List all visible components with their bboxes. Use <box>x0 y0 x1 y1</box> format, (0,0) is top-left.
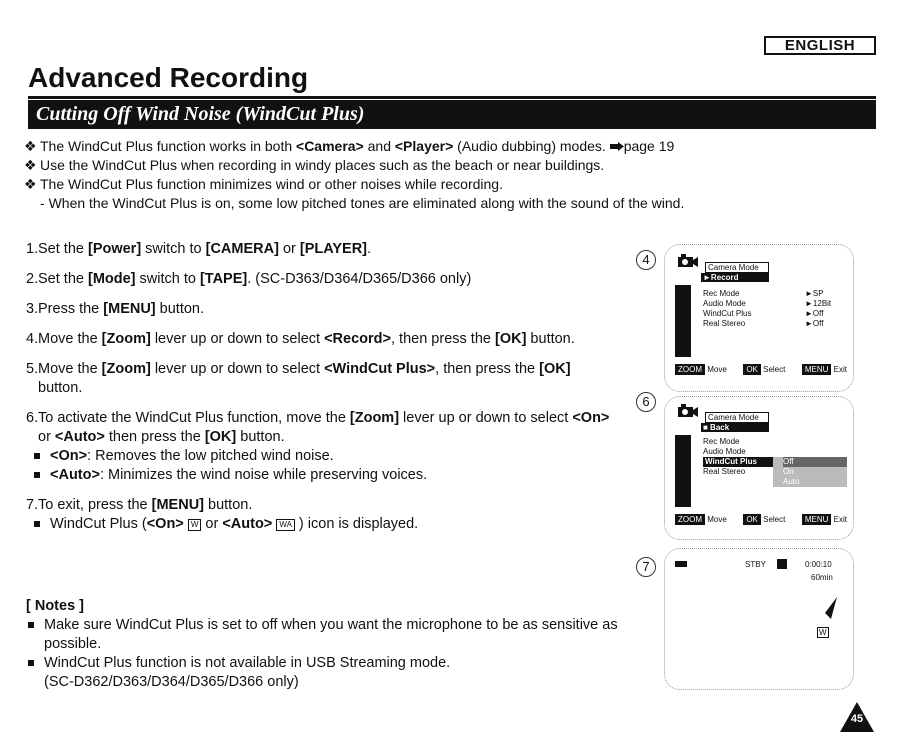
square-bullet-icon <box>34 472 40 478</box>
menu-rows <box>703 289 843 329</box>
step-2: 2. Set the [Mode] switch to [TAPE]. (SC-D363/D364/D365/D366 only) <box>26 271 472 287</box>
square-bullet-icon <box>34 453 40 459</box>
menu-screen-record <box>664 244 854 392</box>
menu-row-selected: WindCut Plus <box>703 457 773 467</box>
square-bullet-icon <box>28 622 34 628</box>
menu-options <box>773 457 847 487</box>
bullet-star-icon: ❖ <box>24 138 37 154</box>
page-title: Advanced Recording <box>28 62 309 93</box>
camera-icon <box>677 401 699 421</box>
menu-footer: ZOOM Move OK Select MENU Exit <box>675 515 847 524</box>
menu-mode-label: Camera Mode <box>705 412 769 423</box>
notes-heading: [ Notes ] <box>26 598 84 614</box>
option-auto: Auto <box>783 477 800 486</box>
section-title: Cutting Off Wind Noise (WindCut Plus) <box>36 103 365 125</box>
step-4: 4. Move the [Zoom] lever up or down to select <Record>, then press the [OK] button. <box>26 331 575 347</box>
title-rule <box>28 96 876 99</box>
figure-number-4: 4 <box>636 250 656 270</box>
menu-side-icons <box>675 285 691 357</box>
ok-key-icon: OK <box>743 364 761 375</box>
figure-number-6: 6 <box>636 392 656 412</box>
figure-number-7: 7 <box>636 557 656 577</box>
bullet-item: ❖ Use the WindCut Plus when recording in windy places such as the beach or near buildings. <box>24 157 605 173</box>
step-6-sub-on: <On>: Removes the low pitched wind noise. <box>26 447 666 466</box>
bullet-star-icon: ❖ <box>24 157 37 173</box>
square-bullet-icon <box>28 660 34 666</box>
menu-row: Rec Mode <box>703 437 740 446</box>
windcut-on-icon: W <box>188 519 202 531</box>
menu-highlight-record: ►Record <box>701 273 769 282</box>
windcut-auto-icon: WA <box>276 519 295 531</box>
menu-side-icons <box>675 435 691 507</box>
bullet-item: ❖ The WindCut Plus function minimizes wind or other noises while recording. <box>24 176 503 192</box>
pointer-arrow-icon <box>823 597 839 623</box>
square-bullet-icon <box>34 521 40 527</box>
menu-screen-windcut <box>664 396 854 540</box>
page-reference: page 19 <box>623 138 675 154</box>
viewfinder-screen <box>664 548 854 690</box>
menu-footer: ZOOM Move OK Select MENU Exit <box>675 365 847 374</box>
bullet-subitem: - When the WindCut Plus is on, some low pitched tones are eliminated along with the sound of the wind. <box>40 195 685 211</box>
menu-row: Rec Mode ►SP <box>703 289 824 298</box>
bullet-item: ❖ The WindCut Plus function works in both <Camera> and <Player> (Audio dubbing) modes. page 19 <box>24 138 675 154</box>
time-counter: 0:00:10 <box>805 560 832 569</box>
menu-row: Audio Mode <box>703 447 746 456</box>
option-on: On <box>783 467 794 476</box>
tape-icon <box>777 559 787 569</box>
menu-mode-label: Camera Mode <box>705 262 769 273</box>
menu-row: Real Stereo <box>703 467 746 476</box>
page-arrow-icon <box>610 142 624 151</box>
bullet-star-icon: ❖ <box>24 176 37 192</box>
stby-label: STBY <box>745 560 766 569</box>
battery-icon <box>675 561 687 567</box>
step-7-sub: WindCut Plus (<On> W or <Auto> WA ) icon is displayed. <box>26 515 666 534</box>
zoom-key-icon: ZOOM <box>675 364 705 375</box>
zoom-key-icon: ZOOM <box>675 514 705 525</box>
page-number: 45 <box>850 713 864 725</box>
step-7: 7. To exit, press the [MENU] button. <box>26 497 253 513</box>
option-off: Off <box>783 457 847 467</box>
intro-bullets <box>24 137 824 213</box>
windcut-status-icon: W <box>819 628 827 637</box>
step-3: 3. Press the [MENU] button. <box>26 301 205 317</box>
ok-key-icon: OK <box>743 514 761 525</box>
menu-rows <box>703 437 773 477</box>
step-5: 5. Move the [Zoom] lever up or down to select <WindCut Plus>, then press the [OK] button. <box>26 361 571 396</box>
menu-row: Real Stereo ►Off <box>703 319 824 328</box>
menu-key-icon: MENU <box>802 364 832 375</box>
remaining-time: 60min <box>811 573 833 582</box>
steps-list <box>26 240 666 534</box>
menu-row: Audio Mode ►12Bit <box>703 299 832 308</box>
note-item: Make sure WindCut Plus is set to off when you want the microphone to be as sensitive as possible. <box>26 616 666 654</box>
menu-row: WindCut Plus ►Off <box>703 309 824 318</box>
step-1: 1. Set the [Power] switch to [CAMERA] or [PLAYER]. <box>26 241 372 257</box>
menu-highlight-back: ■ Back <box>701 423 769 432</box>
camera-icon <box>677 251 699 271</box>
step-6-sub-auto: <Auto>: Minimizes the wind noise while preserving voices. <box>26 466 666 485</box>
menu-key-icon: MENU <box>802 514 832 525</box>
step-6: 6. To activate the WindCut Plus function, move the [Zoom] lever up or down to select <On> or <Auto> then press the [OK] button. <box>26 410 610 445</box>
notes-section <box>26 597 666 692</box>
note-item: WindCut Plus function is not available in USB Streaming mode. (SC-D362/D363/D364/D365/D366 only) <box>26 654 666 692</box>
language-badge: ENGLISH <box>764 36 876 55</box>
